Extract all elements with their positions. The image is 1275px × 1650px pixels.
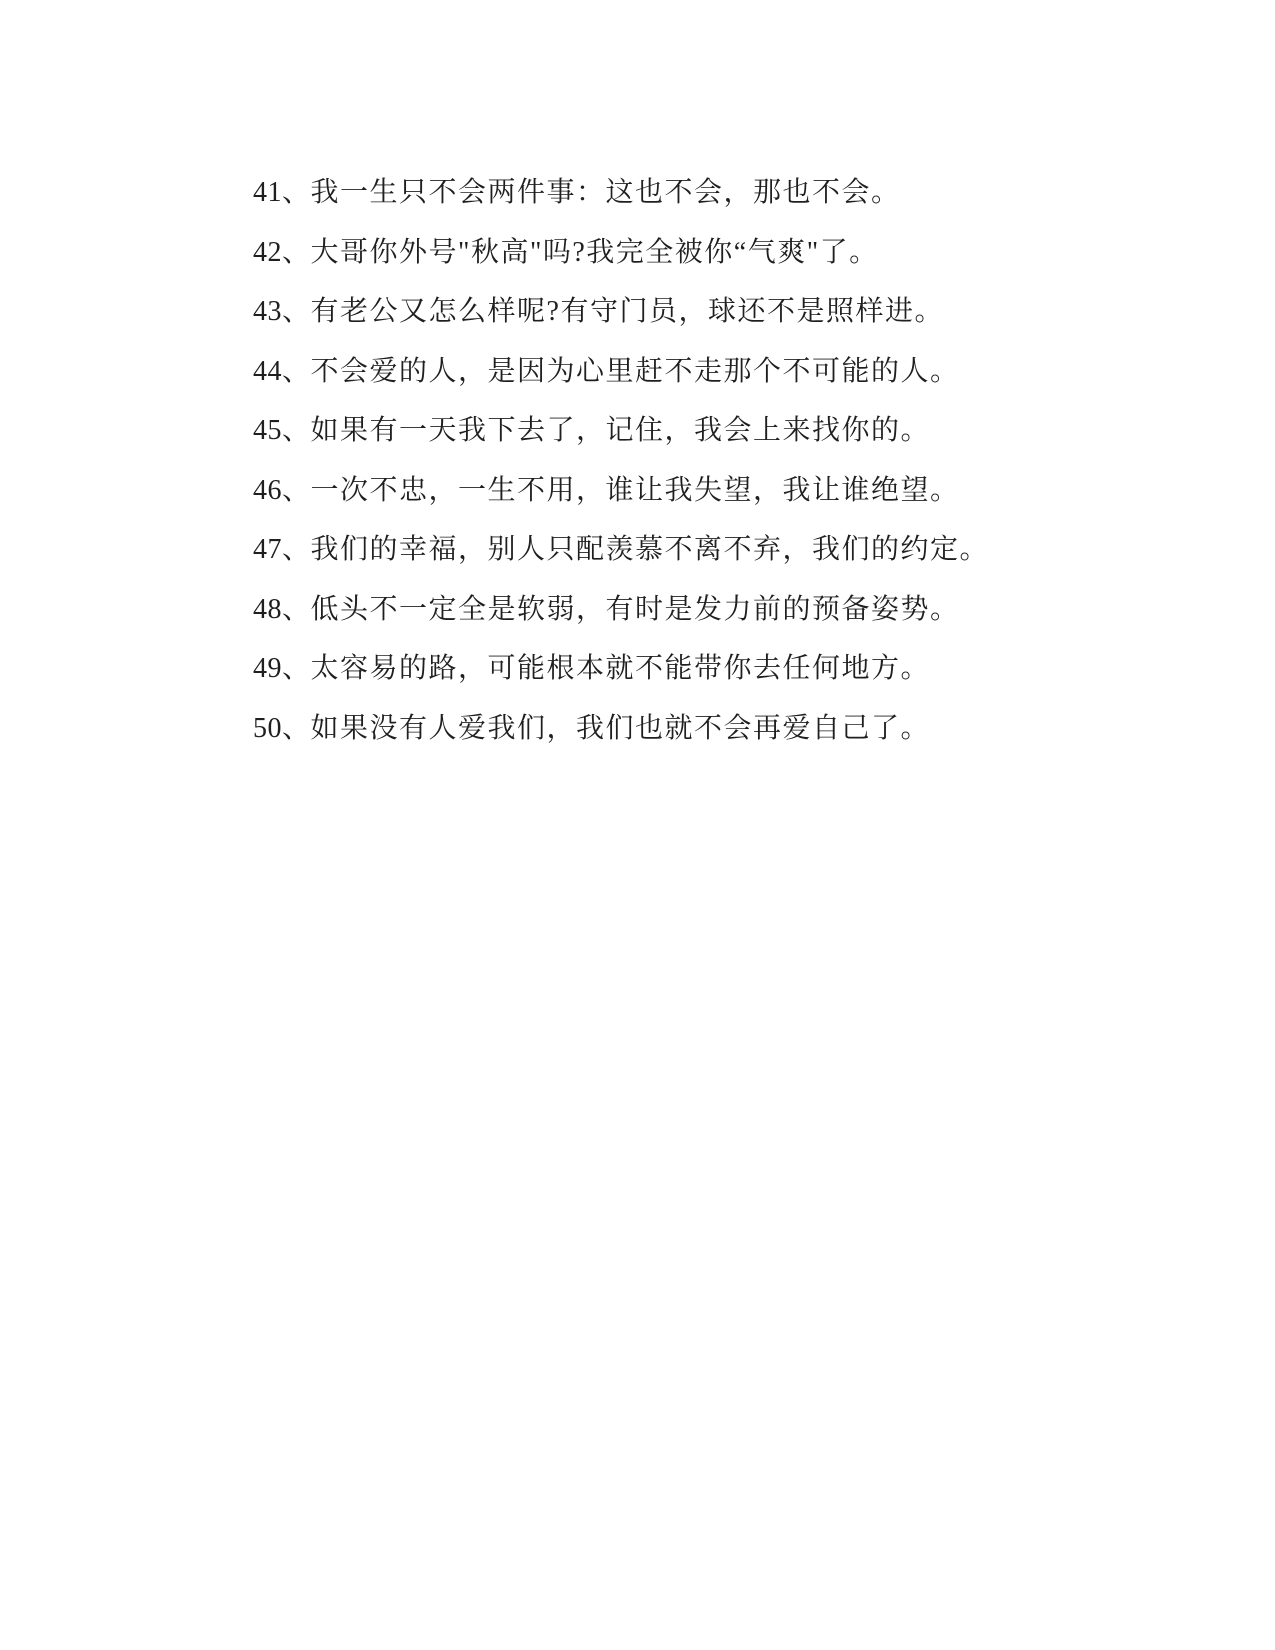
- item-number: 44、: [253, 355, 311, 387]
- item-number: 43、: [253, 296, 311, 327]
- list-item: [253, 520, 1043, 580]
- item-text: 我们的幸福，别人只配羡慕不离不弃，我们的约定。: [310, 534, 990, 565]
- item-number: 42、: [253, 236, 311, 268]
- item-text: 如果没有人爱我们，我们也就不会再爱自己了。: [310, 712, 931, 744]
- list-item: [253, 401, 1043, 461]
- item-text: 我一生只不会两件事：这也不会，那也不会。: [310, 177, 901, 208]
- list-item: [253, 223, 1043, 283]
- item-number: 47、: [253, 534, 311, 565]
- list-item: [253, 461, 1043, 521]
- item-text: 一次不忠，一生不用，谁让我失望，我让谁绝望。: [310, 474, 960, 506]
- list-item: [253, 282, 1043, 342]
- item-text: 低头不一定全是软弱，有时是发力前的预备姿势。: [310, 593, 960, 625]
- item-number: 49、: [253, 653, 311, 684]
- list-item: [253, 342, 1043, 402]
- item-text: 不会爱的人，是因为心里赶不走那个不可能的人。: [310, 355, 960, 387]
- item-text: 太容易的路，可能根本就不能带你去任何地方。: [310, 653, 931, 684]
- item-number: 45、: [253, 415, 311, 446]
- list-item: [253, 639, 1043, 699]
- item-number: 41、: [253, 177, 311, 208]
- item-number: 46、: [253, 474, 311, 506]
- item-number: 48、: [253, 593, 311, 625]
- quote-list: [253, 163, 1043, 758]
- item-text: 有老公又怎么样呢?有守门员，球还不是照样进。: [310, 296, 944, 327]
- list-item: [253, 580, 1043, 640]
- item-text: 大哥你外号"秋高"吗?我完全被你“气爽"了。: [310, 236, 879, 268]
- list-item: [253, 163, 1043, 223]
- item-text: 如果有一天我下去了，记住，我会上来找你的。: [310, 415, 931, 446]
- item-number: 50、: [253, 712, 311, 744]
- list-item: [253, 699, 1043, 759]
